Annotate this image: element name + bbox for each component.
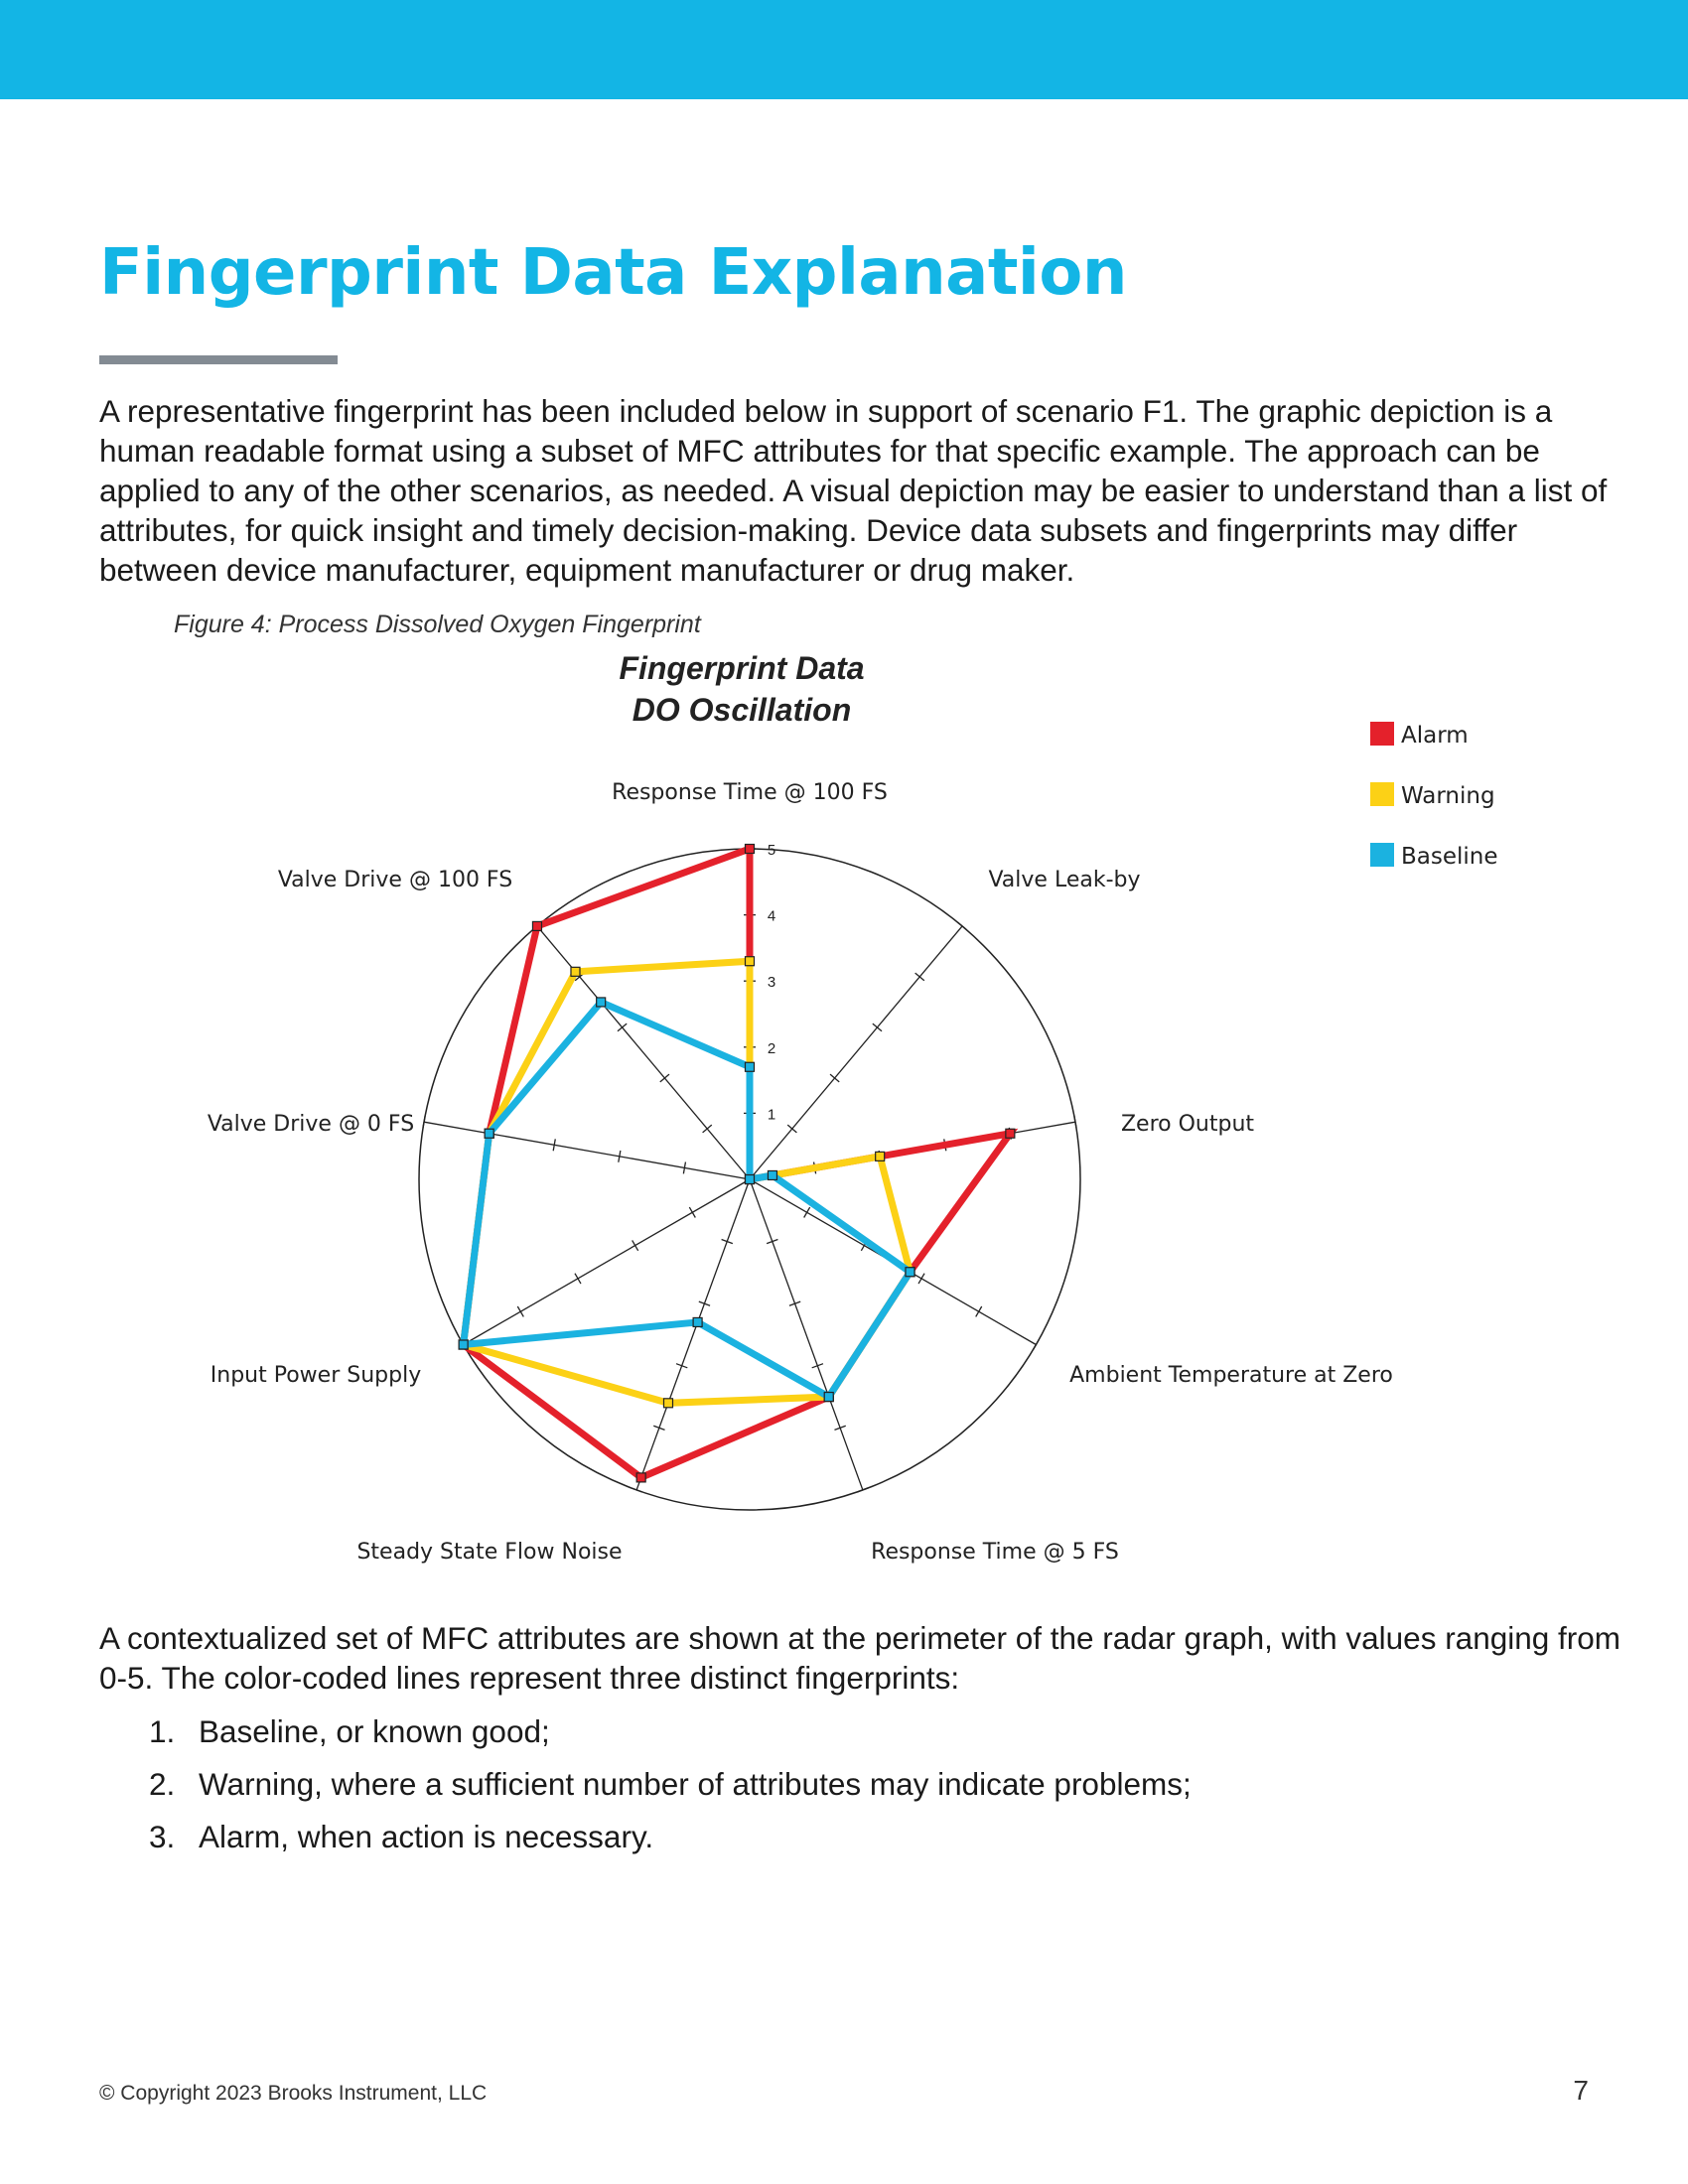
series-point-baseline — [906, 1268, 914, 1277]
axis-label: Zero Output — [1120, 1112, 1255, 1137]
radar-tick-label: 4 — [767, 907, 776, 925]
radar-tick-label: 5 — [767, 842, 776, 859]
chart-legend — [1370, 722, 1498, 870]
legend-swatch-baseline — [1370, 843, 1394, 867]
radar-tick — [703, 1125, 712, 1133]
chart-title: Fingerprint Data — [619, 650, 865, 686]
radar-chart — [0, 635, 1688, 1588]
radar-tick — [660, 1074, 669, 1082]
radar-spoke — [750, 926, 962, 1179]
fingerprint-list — [99, 1706, 1192, 1863]
radar-tick — [873, 1024, 882, 1031]
series-point-alarm — [636, 1473, 645, 1482]
list-item-number: 1. — [149, 1713, 176, 1749]
explanation-paragraph: A contextualized set of MFC attributes are shown at the perimeter of the radar graph, with values ranging from 0-5. The color-coded lines represent three distinct fingerprints: — [99, 1620, 1621, 1696]
radar-tick — [787, 1125, 796, 1133]
series-point-alarm — [746, 845, 755, 854]
list-item — [99, 1811, 1192, 1863]
axis-label: Valve Drive @ 100 FS — [277, 868, 513, 892]
page-number: 7 — [1573, 2075, 1589, 2106]
title-underline — [99, 355, 338, 364]
series-point-alarm — [532, 921, 541, 930]
list-item — [99, 1758, 1192, 1811]
radar-spoke — [636, 1179, 750, 1490]
radar-tick — [915, 973, 924, 981]
legend-label-baseline: Baseline — [1401, 844, 1498, 870]
radar-tick — [1033, 1339, 1039, 1349]
legend-label-alarm: Alarm — [1401, 723, 1469, 749]
radar-tick-label: 2 — [767, 1039, 776, 1057]
series-point-warning — [746, 957, 755, 966]
list-item — [99, 1706, 1192, 1758]
series-point-warning — [571, 967, 580, 976]
list-item-text: Warning, where a sufficient number of attributes may indicate problems; — [199, 1766, 1192, 1802]
series-point-baseline — [485, 1129, 493, 1138]
page-title: Fingerprint Data Explanation — [99, 236, 1127, 310]
legend-label-warning: Warning — [1401, 783, 1495, 809]
axis-label: Response Time @ 5 FS — [871, 1540, 1119, 1565]
radar-spoke — [424, 1122, 750, 1179]
top-accent-bar — [0, 0, 1688, 99]
axis-label: Ambient Temperature at Zero — [1069, 1363, 1393, 1388]
axis-label: Valve Leak-by — [988, 868, 1141, 892]
radar-tick — [918, 1274, 924, 1284]
list-item-text: Alarm, when action is necessary. — [199, 1819, 654, 1854]
radar-tick — [976, 1306, 982, 1316]
series-point-baseline — [693, 1317, 702, 1326]
figure-caption: Figure 4: Process Dissolved Oxygen Fingerprint — [174, 611, 701, 638]
series-point-alarm — [1006, 1129, 1015, 1138]
radar-tick — [633, 1240, 638, 1250]
list-item-number: 3. — [149, 1819, 176, 1854]
radar-tick-label: 3 — [767, 974, 776, 992]
legend-swatch-alarm — [1370, 722, 1394, 746]
radar-tick — [517, 1306, 523, 1316]
copyright-footer: © Copyright 2023 Brooks Instrument, LLC — [99, 2082, 488, 2105]
series-point-warning — [876, 1152, 885, 1160]
list-item-text: Baseline, or known good; — [199, 1713, 550, 1749]
radar-tick — [804, 1207, 810, 1217]
legend-swatch-warning — [1370, 782, 1394, 806]
series-point-baseline — [824, 1393, 833, 1402]
series-point-baseline — [597, 998, 606, 1007]
radar-tick — [689, 1207, 695, 1217]
series-point-baseline — [768, 1170, 776, 1179]
radar-tick — [575, 1274, 581, 1284]
radar-tick — [830, 1074, 839, 1082]
series-point-baseline — [746, 1062, 755, 1071]
list-item-number: 2. — [149, 1766, 176, 1802]
radar-tick-label: 1 — [767, 1106, 776, 1124]
chart-subtitle: DO Oscillation — [632, 692, 852, 728]
axis-label: Steady State Flow Noise — [356, 1540, 623, 1565]
axis-label: Response Time @ 100 FS — [612, 780, 888, 805]
radar-spoke — [464, 1179, 750, 1345]
series-point-baseline — [459, 1340, 468, 1349]
intro-paragraph: A representative fingerprint has been included below in support of scenario F1. The graphic depiction is a human readable format using a subset of MFC attributes for that specific example. The approach can be applied to any of the other scenarios, as needed. A visual depiction may be easier to understand than a list of attributes, for quick insight and timely decision-making. Device data subsets and fingerprints may differ between device manufacturer, equipment manufacturer or drug maker. — [99, 393, 1608, 588]
radar-tick — [618, 1024, 627, 1031]
axis-label: Valve Drive @ 0 FS — [207, 1112, 415, 1137]
axis-label: Input Power Supply — [210, 1363, 422, 1388]
series-point-baseline — [746, 1175, 755, 1184]
radar-tick — [957, 922, 966, 930]
series-point-warning — [663, 1399, 672, 1408]
